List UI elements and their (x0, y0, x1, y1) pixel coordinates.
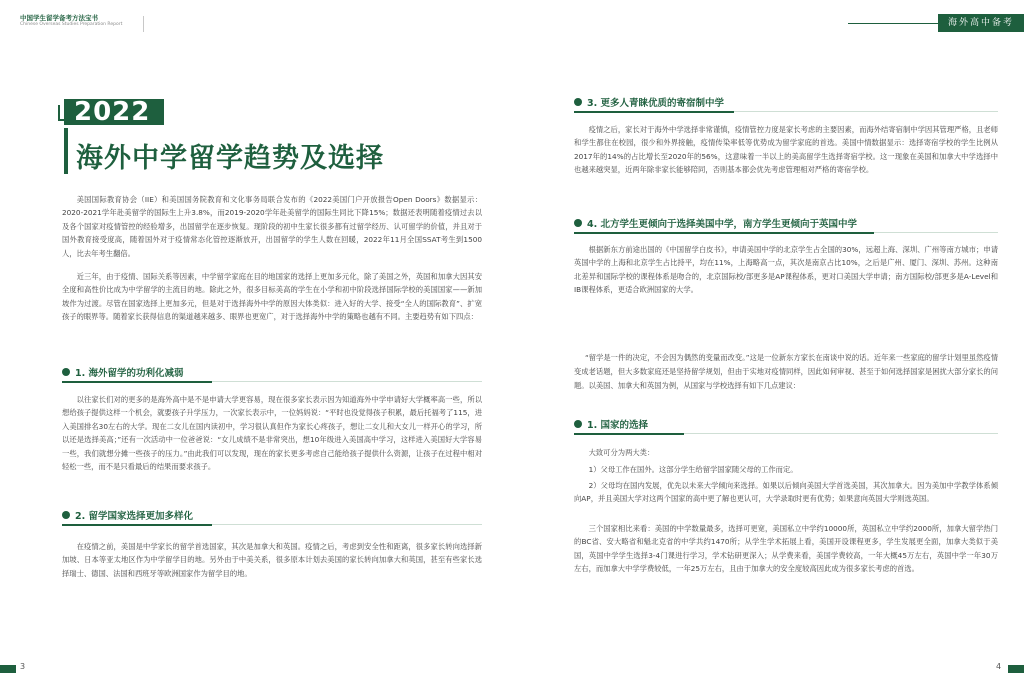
intro-paragraph-2: 近三年，由于疫情、国际关系等因素，中学留学家庭在目的地国家的选择上更加多元化，除了美国之外，英国和加拿大因其安全度和高性价比成为中学留学的主流目的地。除此之外，很多目标美高的学生在小学和初中阶段选择国际学校的美国国家——新加坡作为过渡。尽管在国家选择上更加多元，但是对于选择海外中学的原因大体类似：进入好的大学、接受“全人的国际教育”、扩宽孩子的眼界等。随着家长获得信息的渠道越来越多、眼界也更宽广，对于选择海外中学的策略也越有不同。主要趋势有如下四点： (62, 272, 482, 322)
section-body-2: 在疫情之前，美国是中学家长的留学首选国家，其次是加拿大和英国。疫情之后，考虑到安全性和距离，很多家长转向选择新加坡、日本等亚太地区作为中学留学目的地。另外由于中美关系，很多原本计划去美国的家长转向加拿大和英国，甚至有些家长选择瑞士、德国、法国和西班牙等欧洲国家作为留学目的地。 (62, 542, 482, 578)
bullet-dot (574, 219, 582, 227)
page-number-right: 4 (996, 662, 1002, 671)
footer-bar-left (0, 665, 16, 673)
country-paragraph-4: 三个国家相比来看：美国的中学数量最多，选择可更宽，美国私立中学约10000所，英国私立中学约2000所，加拿大留学热门的BC省、安大略省和魁北克省的中学共约1470所；从学生学术拓展上看，美国开设课程更多，学生发展更全面，加拿大类似于美国，英国中学学生选择3-4门课进行学习，学术钻研更深入；从学费来看，美国学费较高，一年大概45万左右，英国中学一年30万左右，而加拿大中学学费较低，一年25万左右，且由于加拿大的安全度较高因此成为很多家长考虑的首选。 (574, 524, 998, 574)
quote-paragraph: “留学是一件的决定，不会因为偶然的变量而改变。”这是一位新东方家长在南谈中说的话。近年来一些家庭的留学计划里虽然疫情变成老话题，但大多数家庭还是坚持留学规划，但由于实地对疫情同样，因此如何审视、甚至于如何选择国家是困扰大部分家长的问题。以美国、加拿大和英国为例，从国家与学校选择有如下几点建议： (574, 353, 998, 390)
section-body-3: 疫情之后，家长对于海外中学选择非常谨慎，疫情管控力度是家长考虑的主要因素，而海外结寄宿制中学因其管理严格，且老师和学生都住在校园，很少和外界接触，疫情传染率低等优势成为留学家庭的首选。美国中情数据显示：选择寄宿学校的学生比例从2017年的14%的占比增长至2020年的56%，这意味着一半以上的美高留学生选择寄宿学校。这一现象在美国和加拿大中学选择中也越来越突显，近两年除非家长能够陪同，否则基本都会优先考虑管理相对严格的寄宿学校。 (574, 125, 998, 175)
header-tag: 海外高中备考 (938, 14, 1024, 32)
country-paragraph-1: 大致可分为两大类： (588, 448, 655, 457)
section-heading-3: 3. 更多人青睐优质的寄宿制中学 (574, 94, 998, 110)
bullet-dot (574, 420, 582, 428)
section-heading-4: 4. 北方学生更倾向于选择美国中学，南方学生更倾向于英国中学 (574, 215, 998, 231)
intro-paragraph-1: 美国国际教育协会（IIE）和美国国务院教育和文化事务局联合发布的《2022美国门户开放报告Open Doors》数据显示：2020-2021学年赴美留学的国际生上升3.8%，而2019-2020学年赴美留学的国际生同比下降15%；数据还表明随着疫情过去以及各个国家对疫情管控的经验增多，出国留学在逐步恢复。现阶段的初中生家长很多都有过留学经历、认可留学的价值，并且对于国外教育接受度高，随着国外对于疫情常态化管控逐渐放开，出国留学的学生人数在回暖，2022年11月全国SSAT考生到1500人，比去年考生翻倍。 (62, 195, 482, 258)
section-body-1: 以往家长们对的更多的是海外高中是不是申请大学更容易，现在很多家长表示因为知道海外中学申请好大学概率高一些，所以想给孩子提供这样一个机会，就要孩子升学压力，一次家长表示中，一位妈妈说：“平时也没觉得孩子积累，最后托福考了115，进入美国排名30左右的大学。现在二女儿在国内读初中，学习很认真但作为家长心疼孩子，想让二女儿和大女儿一样开心的学习，所以还是选择美高；”还有一次活动中一位爸爸说：“女儿成绩不是非常突出，想10年级进入美国高中学习，这样进入美国好大学容易一些，我们就想分摊一些孩子的压力。”由此我们可以发现，现在的家长更多考虑自己能给孩子提供什么资源，让孩子在过程中相对轻松一些，而不是只看最后的结果而要求孩子。 (62, 395, 482, 472)
page-number-left: 3 (20, 662, 26, 671)
header-divider (143, 16, 144, 32)
country-paragraph-2: 1）父母工作在国外。这部分学生给留学国家随父母的工作而定。 (588, 465, 798, 474)
bullet-dot (574, 98, 582, 106)
bullet-dot (62, 511, 70, 519)
header-rule (848, 23, 938, 24)
section-body-4: 根据新东方前途出国的《中国留学白皮书》，申请美国中学的北京学生占全国的30%，远超上海、深圳、广州等南方城市；申请英国中学的上海和北京学生占比持平，均在11%，上海略高一点，其次是南京占比10%，之后是广州、厦门、深圳、苏州。这种南北差异和国际学校的课程体系是吻合的，北京国际校/部更多是AP课程体系，更对口美国大学申请；南方国际校/部更多是A-Level和IB课程体系，更适合欧洲国家的大学。 (574, 245, 998, 295)
page-title: 海外中学留学趋势及选择 (76, 143, 384, 174)
brand-title: 中国学生留学备考方法宝书 (20, 14, 98, 22)
footer-bar-right (1008, 665, 1024, 673)
section-heading-1: 1. 海外留学的功利化减弱 (62, 364, 482, 380)
section-heading-2: 2. 留学国家选择更加多样化 (62, 507, 482, 523)
year-text: 2022 (74, 97, 151, 127)
country-paragraph-3: 2）父母均在国内发展，优先以未来大学倾向来选择。如果以后倾向美国大学首选美国，其次加拿大。因为美加中学教学体系倾向AP，并且美国大学对这两个国家的高中更了解也更认可，大学录取时更有优势；如果意向英国大学则选英国。 (574, 481, 998, 504)
brand-block (20, 14, 122, 28)
bullet-dot (62, 368, 70, 376)
title-accent-bar (64, 128, 68, 174)
section-heading-country: 1. 国家的选择 (574, 416, 998, 432)
brand-subtitle: Chinese Overseas Studies Preparation Report (20, 22, 123, 27)
